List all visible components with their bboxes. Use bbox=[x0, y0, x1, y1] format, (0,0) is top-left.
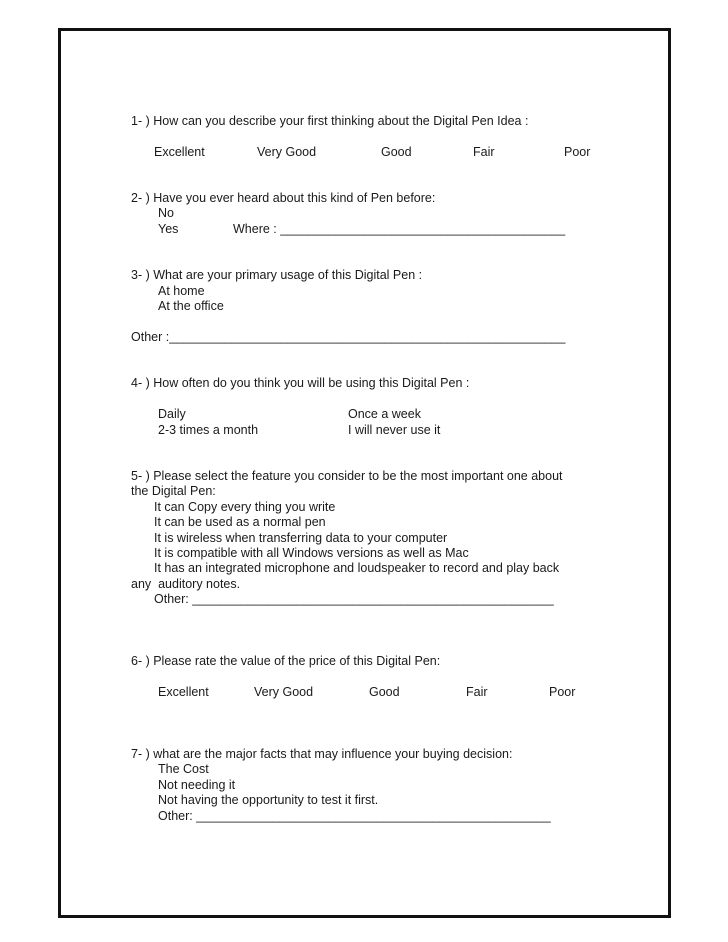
q3-option-office[interactable]: At the office bbox=[158, 299, 224, 313]
q6-option-very-good[interactable]: Very Good bbox=[254, 685, 314, 699]
q7-question: 7- ) what are the major facts that may influence your buying decision: bbox=[131, 747, 513, 761]
q3-option-home[interactable]: At home bbox=[158, 284, 205, 298]
q4-option-never[interactable]: I will never use it bbox=[348, 423, 441, 437]
q5-option-normal-pen[interactable]: It can be used as a normal pen bbox=[154, 515, 326, 529]
q5-option-wireless[interactable]: It is wireless when transferring data to your computer bbox=[154, 531, 448, 545]
q1-option-excellent[interactable]: Excellent bbox=[154, 145, 205, 159]
q2-question: 2- ) Have you ever heard about this kind of Pen before: bbox=[131, 191, 436, 205]
q4-option-daily[interactable]: Daily bbox=[158, 407, 186, 421]
q1-question: 1- ) How can you describe your first thinking about the Digital Pen Idea : bbox=[131, 114, 529, 128]
q5-option-copy[interactable]: It can Copy every thing you write bbox=[154, 500, 336, 514]
q7-option-cost[interactable]: The Cost bbox=[158, 762, 209, 776]
q2-where-field[interactable]: Where : _________________________________________ bbox=[233, 222, 566, 236]
q5-question-line1: 5- ) Please select the feature you consider to be the most important one about bbox=[131, 469, 563, 483]
q5-question-line2: the Digital Pen: bbox=[131, 484, 216, 498]
q6-option-good[interactable]: Good bbox=[369, 685, 400, 699]
q1-option-very-good[interactable]: Very Good bbox=[257, 145, 317, 159]
q5-option-microphone-cont: any auditory notes. bbox=[131, 577, 241, 591]
q7-option-not-needing[interactable]: Not needing it bbox=[158, 778, 236, 792]
q5-other-field[interactable]: Other: ____________________________________________________ bbox=[154, 592, 554, 606]
q7-option-no-test[interactable]: Not having the opportunity to test it first. bbox=[158, 793, 379, 807]
q6-option-poor[interactable]: Poor bbox=[549, 685, 576, 699]
q1-option-fair[interactable]: Fair bbox=[473, 145, 495, 159]
q6-option-excellent[interactable]: Excellent bbox=[158, 685, 209, 699]
q6-question: 6- ) Please rate the value of the price of this Digital Pen: bbox=[131, 654, 441, 668]
q2-option-no[interactable]: No bbox=[158, 206, 174, 220]
q2-option-yes[interactable]: Yes bbox=[158, 222, 179, 236]
q5-option-compatible[interactable]: It is compatible with all Windows versions as well as Mac bbox=[154, 546, 469, 560]
q3-other-field[interactable]: Other :_________________________________________________________ bbox=[131, 330, 566, 344]
q7-other-field[interactable]: Other: ___________________________________________________ bbox=[158, 809, 551, 823]
q5-option-microphone[interactable]: It has an integrated microphone and loudspeaker to record and play back bbox=[154, 561, 560, 575]
q4-option-2-3-times[interactable]: 2-3 times a month bbox=[158, 423, 259, 437]
q4-question: 4- ) How often do you think you will be using this Digital Pen : bbox=[131, 376, 470, 390]
q4-option-once-a-week[interactable]: Once a week bbox=[348, 407, 421, 421]
q3-question: 3- ) What are your primary usage of this Digital Pen : bbox=[131, 268, 423, 282]
q1-option-good[interactable]: Good bbox=[381, 145, 412, 159]
q6-option-fair[interactable]: Fair bbox=[466, 685, 488, 699]
q1-option-poor[interactable]: Poor bbox=[564, 145, 591, 159]
